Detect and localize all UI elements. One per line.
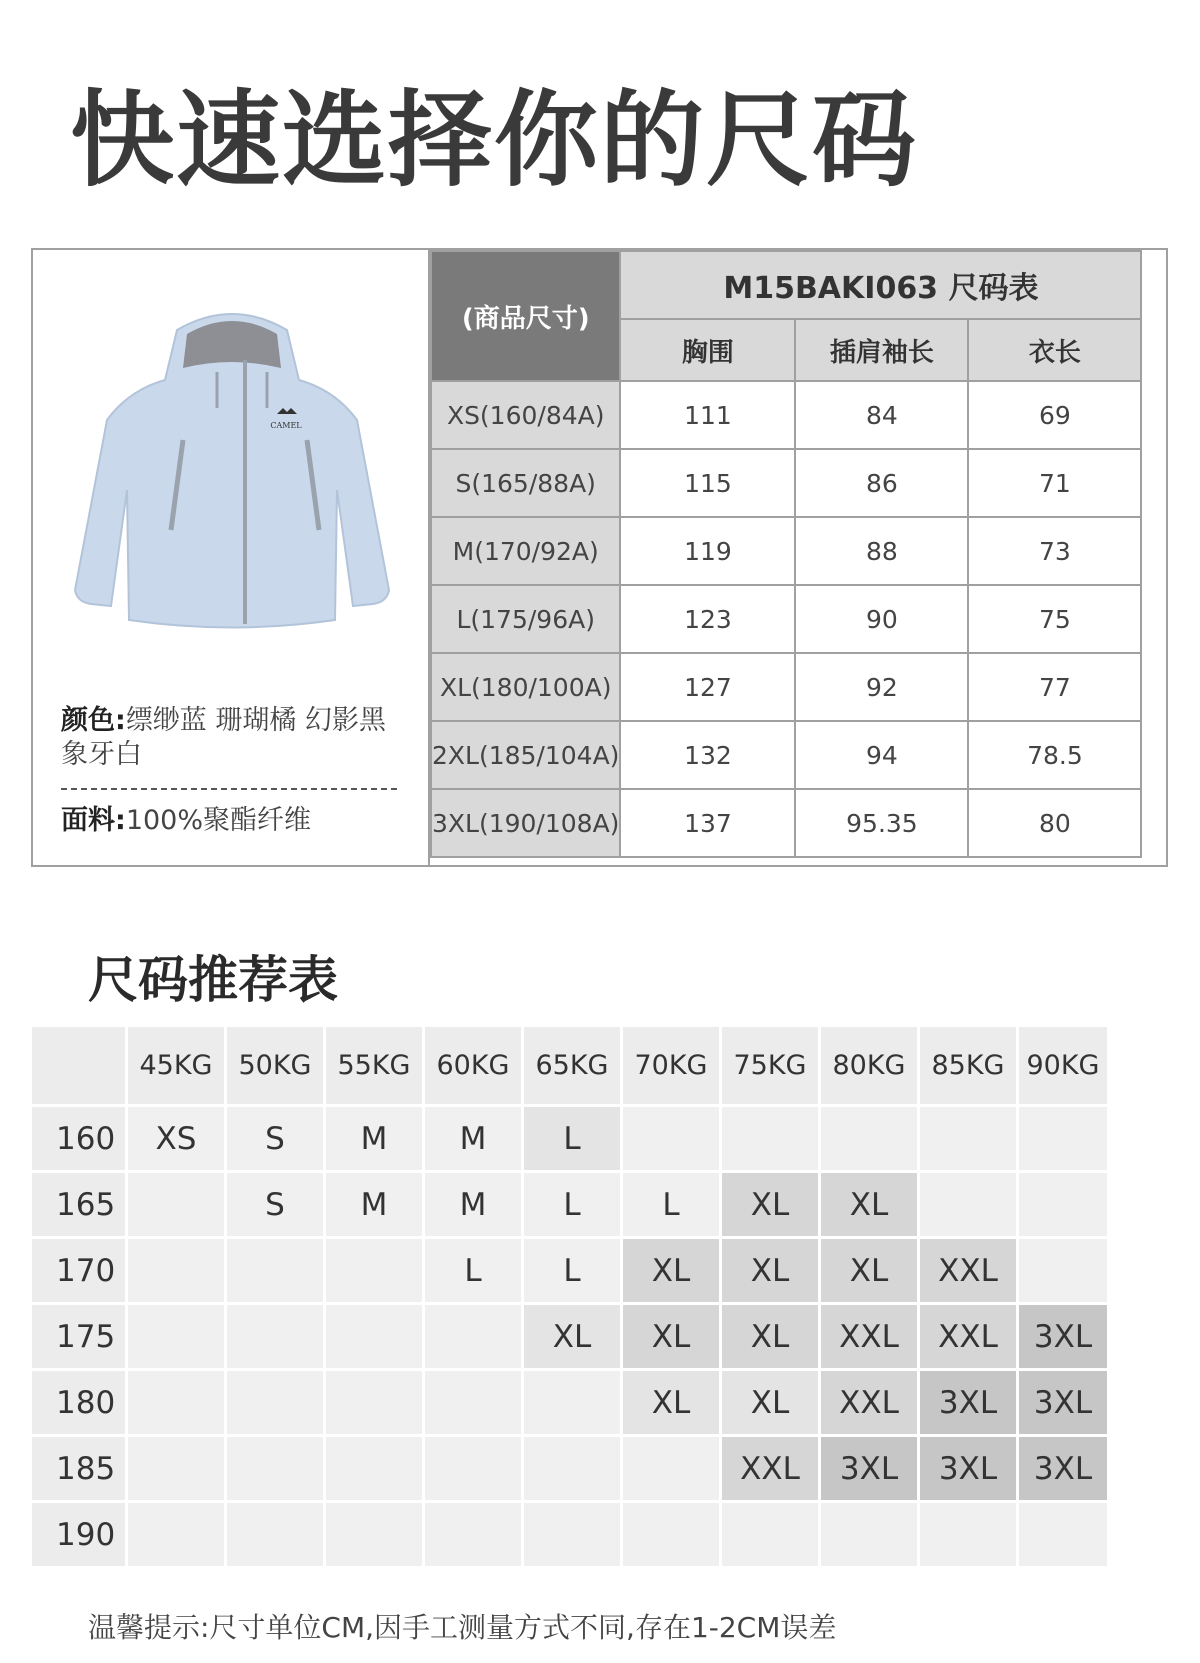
size-label: 3XL(190/108A) <box>431 789 620 857</box>
size-label: 2XL(185/104A) <box>431 721 620 789</box>
recommended-size <box>920 1503 1016 1566</box>
recommended-size <box>128 1239 224 1302</box>
weight-header: 75KG <box>722 1027 818 1104</box>
recommended-size <box>623 1503 719 1566</box>
color-info <box>61 704 421 772</box>
product-panel <box>33 250 430 865</box>
recommended-size <box>227 1503 323 1566</box>
size-value: 119 <box>620 517 795 585</box>
recommended-size: 3XL <box>920 1437 1016 1500</box>
size-value: 80 <box>968 789 1141 857</box>
recommended-size: 3XL <box>821 1437 917 1500</box>
recommended-size <box>227 1437 323 1500</box>
weight-header: 45KG <box>128 1027 224 1104</box>
size-label: XL(180/100A) <box>431 653 620 721</box>
size-value: 75 <box>968 585 1141 653</box>
size-label: M(170/92A) <box>431 517 620 585</box>
recommended-size: S <box>227 1107 323 1170</box>
recommended-size <box>128 1305 224 1368</box>
size-column-header: 插肩袖长 <box>795 319 968 381</box>
recommended-size <box>425 1305 521 1368</box>
size-value: 69 <box>968 381 1141 449</box>
recommended-size: L <box>425 1239 521 1302</box>
recommended-size <box>425 1371 521 1434</box>
recommended-size <box>524 1437 620 1500</box>
size-column-header: 衣长 <box>968 319 1141 381</box>
size-value: 111 <box>620 381 795 449</box>
size-value: 84 <box>795 381 968 449</box>
recommended-size <box>326 1305 422 1368</box>
recommended-size: M <box>425 1173 521 1236</box>
recommended-size: XL <box>722 1371 818 1434</box>
recommended-size <box>128 1371 224 1434</box>
recommended-size <box>227 1239 323 1302</box>
recommended-size: XXL <box>821 1371 917 1434</box>
rec-row <box>32 1305 1107 1368</box>
recommended-size: XL <box>623 1305 719 1368</box>
size-row <box>431 789 1141 857</box>
size-chart-block <box>31 248 1168 867</box>
weight-header: 50KG <box>227 1027 323 1104</box>
recommended-size: M <box>326 1107 422 1170</box>
recommended-size: XXL <box>920 1239 1016 1302</box>
recommended-size <box>1019 1239 1107 1302</box>
recommended-size: XL <box>623 1371 719 1434</box>
recommended-size: L <box>623 1173 719 1236</box>
recommended-size <box>623 1437 719 1500</box>
recommended-size: 3XL <box>1019 1305 1107 1368</box>
height-label: 185 <box>32 1437 125 1500</box>
recommended-size <box>425 1437 521 1500</box>
jacket-image <box>67 290 397 630</box>
rec-row <box>32 1173 1107 1236</box>
page-title: 快速选择你的尺码 <box>70 79 919 201</box>
size-label: S(165/88A) <box>431 449 620 517</box>
size-label: XS(160/84A) <box>431 381 620 449</box>
recommended-size: XXL <box>920 1305 1016 1368</box>
size-value: 88 <box>795 517 968 585</box>
weight-header: 80KG <box>821 1027 917 1104</box>
size-value: 137 <box>620 789 795 857</box>
size-value: 132 <box>620 721 795 789</box>
weight-header: 55KG <box>326 1027 422 1104</box>
weight-header: 65KG <box>524 1027 620 1104</box>
size-value: 73 <box>968 517 1141 585</box>
recommended-size <box>1019 1503 1107 1566</box>
size-value: 71 <box>968 449 1141 517</box>
recommended-size: XL <box>821 1239 917 1302</box>
recommended-size: 3XL <box>1019 1437 1107 1500</box>
recommended-size: 3XL <box>1019 1371 1107 1434</box>
height-label: 175 <box>32 1305 125 1368</box>
recommended-size <box>920 1173 1016 1236</box>
size-table-title: M15BAKI063 尺码表 <box>620 251 1141 319</box>
size-value: 78.5 <box>968 721 1141 789</box>
size-value: 86 <box>795 449 968 517</box>
divider <box>61 788 397 790</box>
recommended-size <box>128 1503 224 1566</box>
rec-row <box>32 1371 1107 1434</box>
size-table <box>430 250 1142 858</box>
recommended-size <box>326 1503 422 1566</box>
recommended-size <box>227 1305 323 1368</box>
recommended-size <box>821 1107 917 1170</box>
size-row <box>431 585 1141 653</box>
recommended-size <box>1019 1107 1107 1170</box>
height-label: 180 <box>32 1371 125 1434</box>
recommended-size <box>524 1371 620 1434</box>
recommended-size: M <box>425 1107 521 1170</box>
recommended-size: XXL <box>821 1305 917 1368</box>
weight-header: 70KG <box>623 1027 719 1104</box>
recommended-size: L <box>524 1107 620 1170</box>
size-row <box>431 721 1141 789</box>
color-label: 颜色: <box>61 705 126 736</box>
size-value: 77 <box>968 653 1141 721</box>
recommended-size: XS <box>128 1107 224 1170</box>
recommended-size <box>425 1503 521 1566</box>
recommended-size <box>128 1173 224 1236</box>
recommended-size: S <box>227 1173 323 1236</box>
size-value: 90 <box>795 585 968 653</box>
recommended-size: L <box>524 1173 620 1236</box>
footnote: 温馨提示:尺寸单位CM,因手工测量方式不同,存在1-2CM误差 <box>88 1611 837 1644</box>
size-value: 94 <box>795 721 968 789</box>
recommended-size <box>326 1437 422 1500</box>
recommended-size: XL <box>524 1305 620 1368</box>
height-label: 170 <box>32 1239 125 1302</box>
recommended-size <box>326 1239 422 1302</box>
recommended-size: XL <box>722 1239 818 1302</box>
recommended-size <box>227 1371 323 1434</box>
recommended-size <box>920 1107 1016 1170</box>
recommended-size <box>722 1503 818 1566</box>
size-value: 123 <box>620 585 795 653</box>
height-label: 160 <box>32 1107 125 1170</box>
size-column-header: 胸围 <box>620 319 795 381</box>
recommended-size: 3XL <box>920 1371 1016 1434</box>
recommended-size <box>524 1503 620 1566</box>
size-table-corner: (商品尺寸) <box>431 251 620 381</box>
size-row <box>431 381 1141 449</box>
rec-row <box>32 1107 1107 1170</box>
recommended-size: XL <box>722 1173 818 1236</box>
size-label: L(175/96A) <box>431 585 620 653</box>
recommended-size: M <box>326 1173 422 1236</box>
fabric-value: 100%聚酯纤维 <box>125 805 312 836</box>
height-label: 165 <box>32 1173 125 1236</box>
size-value: 92 <box>795 653 968 721</box>
recommendation-table <box>29 1024 1110 1569</box>
recommended-size <box>326 1371 422 1434</box>
weight-header: 85KG <box>920 1027 1016 1104</box>
recommended-size: XXL <box>722 1437 818 1500</box>
recommendation-title: 尺码推荐表 <box>88 951 338 1009</box>
size-value: 127 <box>620 653 795 721</box>
height-label: 190 <box>32 1503 125 1566</box>
recommended-size <box>821 1503 917 1566</box>
recommended-size <box>722 1107 818 1170</box>
rec-row <box>32 1503 1107 1566</box>
rec-row <box>32 1437 1107 1500</box>
size-row <box>431 449 1141 517</box>
weight-header: 90KG <box>1019 1027 1107 1104</box>
size-value: 115 <box>620 449 795 517</box>
recommended-size: XL <box>623 1239 719 1302</box>
rec-corner <box>32 1027 125 1104</box>
recommended-size <box>128 1437 224 1500</box>
fabric-label: 面料: <box>61 805 126 836</box>
recommended-size <box>623 1107 719 1170</box>
recommended-size: XL <box>821 1173 917 1236</box>
logo-text: CAMEL <box>270 421 302 430</box>
rec-row <box>32 1239 1107 1302</box>
color-value: 缥缈蓝 珊瑚橘 幻影黑 象牙白 <box>61 705 386 770</box>
recommended-size <box>1019 1173 1107 1236</box>
recommended-size: XL <box>722 1305 818 1368</box>
size-row <box>431 653 1141 721</box>
fabric-info <box>61 804 311 838</box>
size-row <box>431 517 1141 585</box>
size-value: 95.35 <box>795 789 968 857</box>
weight-header: 60KG <box>425 1027 521 1104</box>
recommended-size: L <box>524 1239 620 1302</box>
